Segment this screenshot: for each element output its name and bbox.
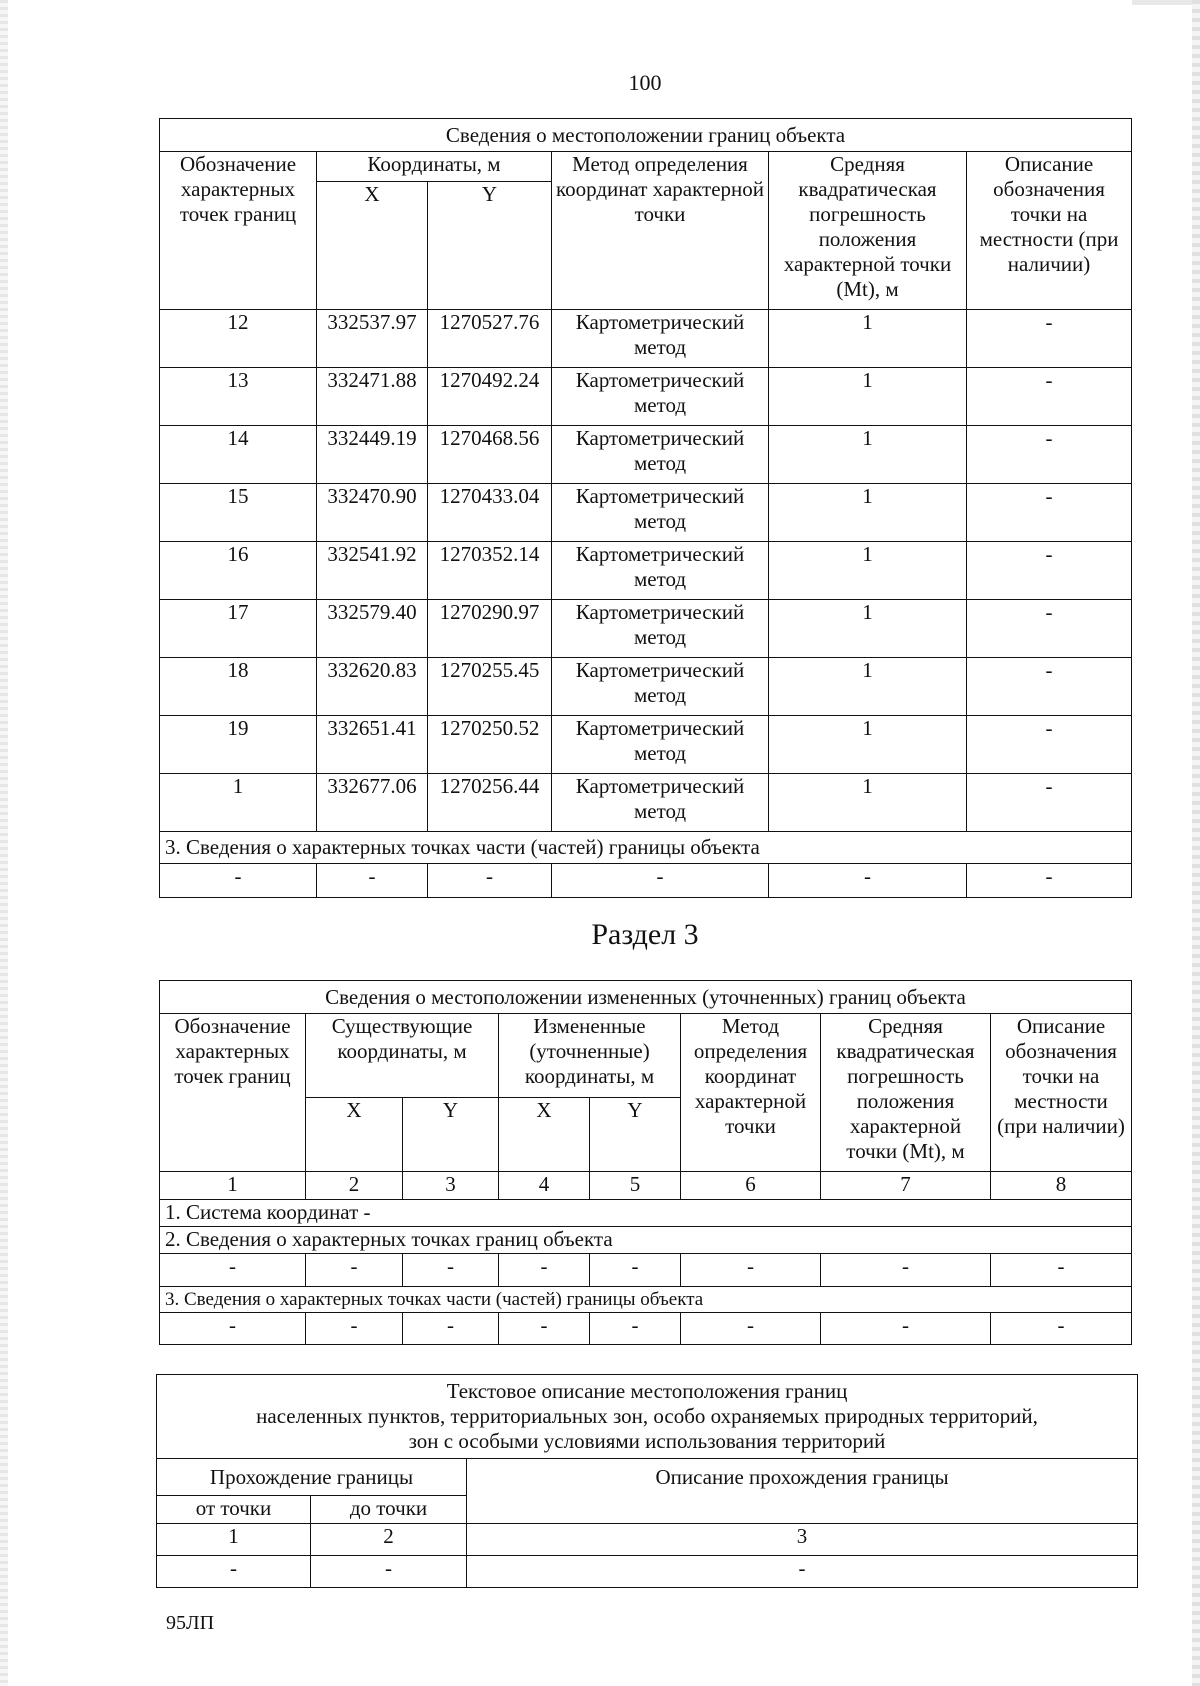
table-row <box>160 542 1132 600</box>
cell-y: 1270433.04 <box>428 484 552 542</box>
header-method: Метод определения координат характерной точки <box>552 152 769 310</box>
dash-cell: - <box>821 1313 991 1345</box>
cell-method: Картометрический метод <box>552 542 769 600</box>
dash-cell: - <box>160 1254 306 1287</box>
cell-point: 12 <box>160 310 317 368</box>
header-y-existing: Y <box>403 1098 499 1172</box>
cell-point: 1 <box>160 774 317 832</box>
cell-point: 19 <box>160 716 317 774</box>
col-number: 3 <box>403 1172 499 1200</box>
cell-error: 1 <box>769 484 967 542</box>
header-error: Средняя квадратическая погрешность положения характерной точки (Mt), м <box>769 152 967 310</box>
header-x-changed: X <box>499 1098 590 1172</box>
cell-point: 18 <box>160 658 317 716</box>
header-x: X <box>317 182 428 310</box>
cell-method: Картометрический метод <box>552 716 769 774</box>
cell-error: 1 <box>769 310 967 368</box>
col-number: 5 <box>590 1172 681 1200</box>
title-line-1: Текстовое описание местоположения границ <box>446 1379 848 1403</box>
header-changed: Измененные (уточненные) координаты, м <box>499 1014 681 1098</box>
cell-y: 1270255.45 <box>428 658 552 716</box>
cell-x: 332677.06 <box>317 774 428 832</box>
cell-y: 1270468.56 <box>428 426 552 484</box>
dash-cell: - <box>157 1556 311 1588</box>
table-row <box>160 774 1132 832</box>
header-error: Средняя квадратическая погрешность положения характерной точки (Mt), м <box>821 1014 991 1172</box>
cell-desc: - <box>967 542 1132 600</box>
dash-cell: - <box>317 864 428 898</box>
cell-desc: - <box>967 600 1132 658</box>
cell-y: 1270527.76 <box>428 310 552 368</box>
cell-x: 332471.88 <box>317 368 428 426</box>
header-desc: Описание обозначения точки на местности (при наличии) <box>967 152 1132 310</box>
cell-x: 332541.92 <box>317 542 428 600</box>
col-number: 2 <box>311 1524 467 1556</box>
parts-info-row: 3. Сведения о характерных точках части (частей) границы объекта <box>160 1287 1132 1313</box>
table-row <box>160 484 1132 542</box>
col-number: 2 <box>306 1172 403 1200</box>
dash-cell: - <box>306 1254 403 1287</box>
table-row <box>160 368 1132 426</box>
cell-method: Картометрический метод <box>552 658 769 716</box>
cell-point: 17 <box>160 600 317 658</box>
table-row <box>160 658 1132 716</box>
scan-edge-left <box>0 0 8 1686</box>
cell-y: 1270352.14 <box>428 542 552 600</box>
cell-point: 16 <box>160 542 317 600</box>
boundary-points-table <box>159 118 1132 898</box>
dash-cell: - <box>160 864 317 898</box>
cell-x: 332620.83 <box>317 658 428 716</box>
cell-point: 13 <box>160 368 317 426</box>
dash-cell: - <box>467 1556 1138 1588</box>
header-point: Обозначение характерных точек границ <box>160 1014 306 1172</box>
dash-cell: - <box>306 1313 403 1345</box>
table-row <box>160 310 1132 368</box>
cell-desc: - <box>967 368 1132 426</box>
cell-method: Картометрический метод <box>552 310 769 368</box>
header-y: Y <box>428 182 552 310</box>
col-number: 1 <box>157 1524 311 1556</box>
scan-edge-top-right <box>1132 0 1192 5</box>
cell-error: 1 <box>769 774 967 832</box>
dash-cell: - <box>403 1254 499 1287</box>
cell-method: Картометрический метод <box>552 426 769 484</box>
points-info-row: 2. Сведения о характерных точках границ объекта <box>160 1227 1132 1254</box>
cell-error: 1 <box>769 716 967 774</box>
cell-desc: - <box>967 716 1132 774</box>
header-to: до точки <box>311 1496 467 1524</box>
header-y-changed: Y <box>590 1098 681 1172</box>
col-number: 6 <box>681 1172 821 1200</box>
cell-x: 332449.19 <box>317 426 428 484</box>
points-body <box>160 310 1132 832</box>
dash-cell: - <box>499 1254 590 1287</box>
cell-method: Картометрический метод <box>552 368 769 426</box>
title-line-3: зон с особыми условиями использования территорий <box>408 1429 886 1453</box>
title-line-2: населенных пунктов, территориальных зон, особо охраняемых природных территорий, <box>256 1404 1038 1428</box>
col-number: 1 <box>160 1172 306 1200</box>
dash-cell: - <box>991 1313 1132 1345</box>
header-description: Описание прохождения границы <box>467 1459 1138 1524</box>
cell-y: 1270492.24 <box>428 368 552 426</box>
dash-cell: - <box>967 864 1132 898</box>
col-number: 3 <box>467 1524 1138 1556</box>
text-description-table <box>156 1374 1138 1588</box>
cell-error: 1 <box>769 368 967 426</box>
coord-system-row: 1. Система координат - <box>160 1200 1132 1227</box>
page-number: 100 <box>628 70 662 95</box>
table-title: Сведения о местоположении измененных (уточненных) границ объекта <box>160 981 1132 1014</box>
dash-cell: - <box>499 1313 590 1345</box>
dash-cell: - <box>552 864 769 898</box>
cell-x: 332470.90 <box>317 484 428 542</box>
cell-x: 332537.97 <box>317 310 428 368</box>
header-method: Метод определения координат характерной точки <box>681 1014 821 1172</box>
cell-x: 332651.41 <box>317 716 428 774</box>
dash-cell: - <box>821 1254 991 1287</box>
changed-boundaries-table <box>159 980 1132 1345</box>
header-x-existing: X <box>306 1098 403 1172</box>
section-heading: Раздел 3 <box>591 918 699 951</box>
scan-edge-right <box>1192 0 1200 1686</box>
table-title <box>157 1375 1138 1459</box>
cell-error: 1 <box>769 600 967 658</box>
col-number: 4 <box>499 1172 590 1200</box>
table-row <box>160 600 1132 658</box>
dash-cell: - <box>403 1313 499 1345</box>
dash-cell: - <box>590 1313 681 1345</box>
header-from: от точки <box>157 1496 311 1524</box>
header-coords: Координаты, м <box>317 152 552 182</box>
cell-point: 14 <box>160 426 317 484</box>
cell-desc: - <box>967 426 1132 484</box>
col-number: 7 <box>821 1172 991 1200</box>
cell-method: Картометрический метод <box>552 484 769 542</box>
cell-desc: - <box>967 658 1132 716</box>
cell-method: Картометрический метод <box>552 600 769 658</box>
header-passage: Прохождение границы <box>157 1459 467 1496</box>
dash-cell: - <box>160 1313 306 1345</box>
dash-cell: - <box>428 864 552 898</box>
cell-error: 1 <box>769 426 967 484</box>
cell-x: 332579.40 <box>317 600 428 658</box>
cell-y: 1270290.97 <box>428 600 552 658</box>
dash-cell: - <box>590 1254 681 1287</box>
table-title: Сведения о местоположении границ объекта <box>160 119 1132 152</box>
dash-cell: - <box>769 864 967 898</box>
table-row <box>160 716 1132 774</box>
cell-desc: - <box>967 310 1132 368</box>
cell-y: 1270250.52 <box>428 716 552 774</box>
cell-method: Картометрический метод <box>552 774 769 832</box>
cell-error: 1 <box>769 658 967 716</box>
cell-desc: - <box>967 484 1132 542</box>
cell-error: 1 <box>769 542 967 600</box>
header-existing: Существующие координаты, м <box>306 1014 499 1098</box>
header-point: Обозначение характерных точек границ <box>160 152 317 310</box>
dash-cell: - <box>681 1254 821 1287</box>
footer-code: 95ЛП <box>166 1612 215 1634</box>
col-number: 8 <box>991 1172 1132 1200</box>
table-row <box>160 426 1132 484</box>
header-desc: Описание обозначения точки на местности (при наличии) <box>991 1014 1132 1172</box>
dash-cell: - <box>311 1556 467 1588</box>
cell-desc: - <box>967 774 1132 832</box>
section3-row: 3. Сведения о характерных точках части (частей) границы объекта <box>160 832 1132 864</box>
cell-point: 15 <box>160 484 317 542</box>
dash-cell: - <box>991 1254 1132 1287</box>
dash-cell: - <box>681 1313 821 1345</box>
cell-y: 1270256.44 <box>428 774 552 832</box>
